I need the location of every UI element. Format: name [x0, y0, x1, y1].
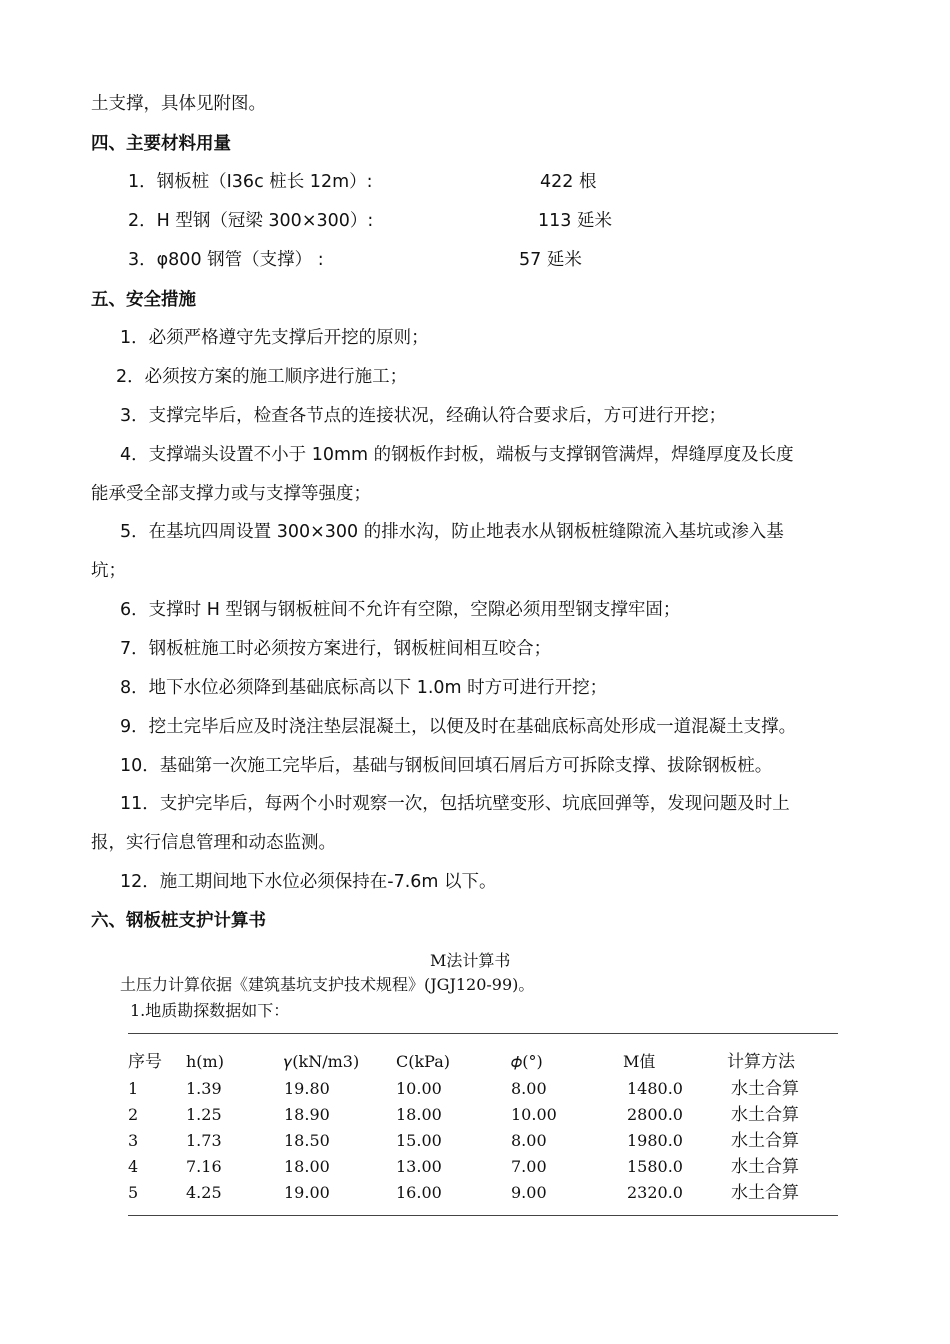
cell-index: 1 [128, 1079, 139, 1098]
cell-method: 水土合算 [731, 1183, 799, 1203]
safety-line: 能承受全部支撑力或与支撑等强度； [91, 484, 371, 504]
cell-h: 1.73 [186, 1131, 222, 1150]
cell-m: 2320.0 [627, 1183, 683, 1202]
cell-c: 18.00 [396, 1105, 442, 1124]
section5-heading: 五、安全措施 [91, 290, 196, 310]
col-header-c: C(kPa) [396, 1052, 451, 1071]
cell-index: 5 [128, 1183, 139, 1202]
intro-line: 土支撑，具体见附图。 [91, 94, 266, 114]
cell-gamma: 19.80 [284, 1079, 330, 1098]
cell-gamma: 18.90 [284, 1105, 330, 1124]
cell-phi: 10.00 [511, 1105, 557, 1124]
safety-line: 2．必须按方案的施工顺序进行施工； [116, 367, 408, 387]
cell-gamma: 18.50 [284, 1131, 330, 1150]
safety-line: 4．支撑端头设置不小于 10mm 的钢板作封板，端板与支撑钢管满焊，焊缝厚度及长度 [120, 445, 794, 465]
safety-line: 3．支撑完毕后，检查各节点的连接状况，经确认符合要求后，方可进行开挖； [120, 406, 727, 426]
safety-line: 6．支撑时 H 型钢与钢板桩间不允许有空隙，空隙必须用型钢支撑牢固； [120, 600, 681, 620]
col-header-h: h(m) [186, 1052, 224, 1071]
col-header-m: M值 [623, 1052, 656, 1071]
geo-data-title: 1.地质勘探数据如下： [130, 1001, 290, 1020]
cell-phi: 8.00 [511, 1131, 547, 1150]
safety-line: 12．施工期间地下水位必须保持在-7.6m 以下。 [120, 872, 497, 892]
cell-index: 3 [128, 1131, 139, 1150]
col-header-method: 计算方法 [727, 1052, 795, 1072]
cell-c: 16.00 [396, 1183, 442, 1202]
safety-line: 5．在基坑四周设置 300×300 的排水沟，防止地表水从钢板桩缝隙流入基坑或渗入基 [120, 522, 784, 542]
safety-line: 报，实行信息管理和动态监测。 [91, 833, 336, 853]
cell-c: 10.00 [396, 1079, 442, 1098]
material-item-label: 3．φ800 钢管（支撑） : [128, 250, 324, 270]
calc-title: M法计算书 [430, 951, 511, 970]
material-item-qty: 422 根 [540, 172, 597, 192]
cell-gamma: 18.00 [284, 1157, 330, 1176]
material-item-qty: 57 延米 [519, 250, 582, 270]
cell-m: 1580.0 [627, 1157, 683, 1176]
col-header-phi: 𝜙(°) [511, 1052, 543, 1071]
safety-line: 1．必须严格遵守先支撑后开挖的原则； [120, 328, 429, 348]
calc-basis: 土压力计算依据《建筑基坑支护技术规程》(JGJ120-99)。 [120, 975, 535, 994]
cell-method: 水土合算 [731, 1105, 799, 1125]
cell-h: 4.25 [186, 1183, 222, 1202]
cell-phi: 9.00 [511, 1183, 547, 1202]
col-header-index: 序号 [128, 1052, 162, 1072]
safety-line: 坑； [91, 561, 126, 581]
cell-h: 1.25 [186, 1105, 222, 1124]
material-item-qty: 113 延米 [538, 211, 612, 231]
cell-m: 1980.0 [627, 1131, 683, 1150]
cell-method: 水土合算 [731, 1157, 799, 1177]
safety-line: 7．钢板桩施工时必须按方案进行，钢板桩间相互咬合； [120, 639, 552, 659]
cell-c: 15.00 [396, 1131, 442, 1150]
safety-line: 10．基础第一次施工完毕后，基础与钢板间回填石屑后方可拆除支撑、拔除钢板桩。 [120, 756, 773, 776]
material-item-label: 1．钢板桩（I36c 桩长 12m）: [128, 172, 373, 192]
cell-h: 1.39 [186, 1079, 222, 1098]
cell-method: 水土合算 [731, 1131, 799, 1151]
cell-m: 1480.0 [627, 1079, 683, 1098]
cell-gamma: 19.00 [284, 1183, 330, 1202]
table-top-rule [128, 1033, 838, 1034]
table-bottom-rule [128, 1215, 838, 1216]
section6-heading: 六、钢板桩支护计算书 [91, 911, 266, 931]
cell-index: 2 [128, 1105, 139, 1124]
safety-line: 9．挖土完毕后应及时浇注垫层混凝土，以便及时在基础底标高处形成一道混凝土支撑。 [120, 717, 797, 737]
cell-c: 13.00 [396, 1157, 442, 1176]
cell-phi: 7.00 [511, 1157, 547, 1176]
col-header-gamma: 𝛾(kN/m3) [284, 1052, 360, 1071]
cell-h: 7.16 [186, 1157, 222, 1176]
cell-phi: 8.00 [511, 1079, 547, 1098]
cell-m: 2800.0 [627, 1105, 683, 1124]
safety-line: 8．地下水位必须降到基础底标高以下 1.0m 时方可进行开挖； [120, 678, 608, 698]
cell-index: 4 [128, 1157, 139, 1176]
material-item-label: 2．H 型钢（冠梁 300×300）: [128, 211, 374, 231]
cell-method: 水土合算 [731, 1079, 799, 1099]
section4-heading: 四、主要材料用量 [91, 134, 231, 154]
safety-line: 11．支护完毕后，每两个小时观察一次，包括坑壁变形、坑底回弹等，发现问题及时上 [120, 794, 790, 814]
